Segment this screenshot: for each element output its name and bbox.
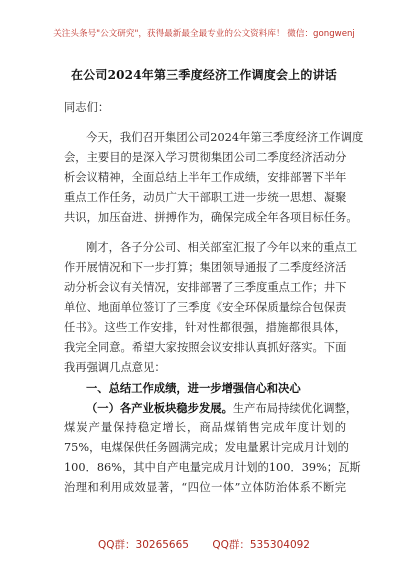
paragraph-line: 75%，电煤保供任务圆满完成；发电量累计完成月计划的 [64,441,349,454]
paragraph-3 [64,398,361,498]
salutation: 同志们： [64,101,110,114]
paragraph-1 [64,128,364,228]
paragraph-2 [64,238,358,378]
footer-qq-group-1: QQ群：30265665 [98,539,189,551]
paragraph-line: 煤炭产量保持稳定增长，商品煤销售完成年度计划的 [64,421,346,434]
paragraph-line [64,398,358,418]
footer-qq-group-2: QQ群：535304092 [212,539,310,551]
paragraph-line: 今天，我们召开集团公司2024年第三季度经济工作调度 [86,131,364,144]
paragraph-line: 单位、地面单位签订了三季度《安全环保质量综合包保责 [64,301,347,314]
subsection-heading: （一）各产业板块稳步发展。 [86,401,233,415]
paragraph-line: 析会议精神，全面总结上半年工作成绩，安排部署下半年 [64,171,347,184]
paragraph-line: 会，主要目的是深入学习贯彻集团公司二季度经济活动分 [64,151,347,164]
paragraph-line: 作开展情况和下一步打算；集团领导通报了二季度经济活 [64,261,347,274]
paragraph-line: 100．86%，其中自产电量完成月计划的100．39%；瓦斯 [64,461,361,474]
document-title: 在公司2024年第三季度经济工作调度会上的讲话 [70,68,337,82]
paragraph-line: 动分析会议有关情况，安排部署了三季度重点工作；井下 [64,281,347,294]
footer [0,537,408,552]
paragraph-line: 刚才，各子分公司、相关部室汇报了今年以来的重点工 [86,241,358,254]
header-banner: 关注头条号"公文研究"，获得最新最全最专业的公文资料库！ 微信：gongwenj [53,29,355,39]
paragraph-line-text: 生产布局持续优化调整， [232,402,358,415]
document-body [64,98,364,498]
paragraph-line: 重点工作任务，动员广大干部职工进一步统一思想、凝聚 [64,191,347,204]
paragraph-line: 我完全同意。希望大家按照会议安排认真抓好落实。下面 [64,341,347,354]
paragraph-line: 任书》。这些工作安排，针对性都很强，措施都很具体， [64,321,346,334]
section-heading: 一、总结工作成绩，进一步增强信心和决心 [86,381,301,395]
paragraph-line: 治理和利用成效显著，“四位一体”立体防治体系不断完 [64,481,346,494]
paragraph-line: 共识，加压奋进、拼搏作为，确保完成全年各项目标任务。 [64,211,358,224]
paragraph-line: 我再强调几点意见： [64,361,166,374]
